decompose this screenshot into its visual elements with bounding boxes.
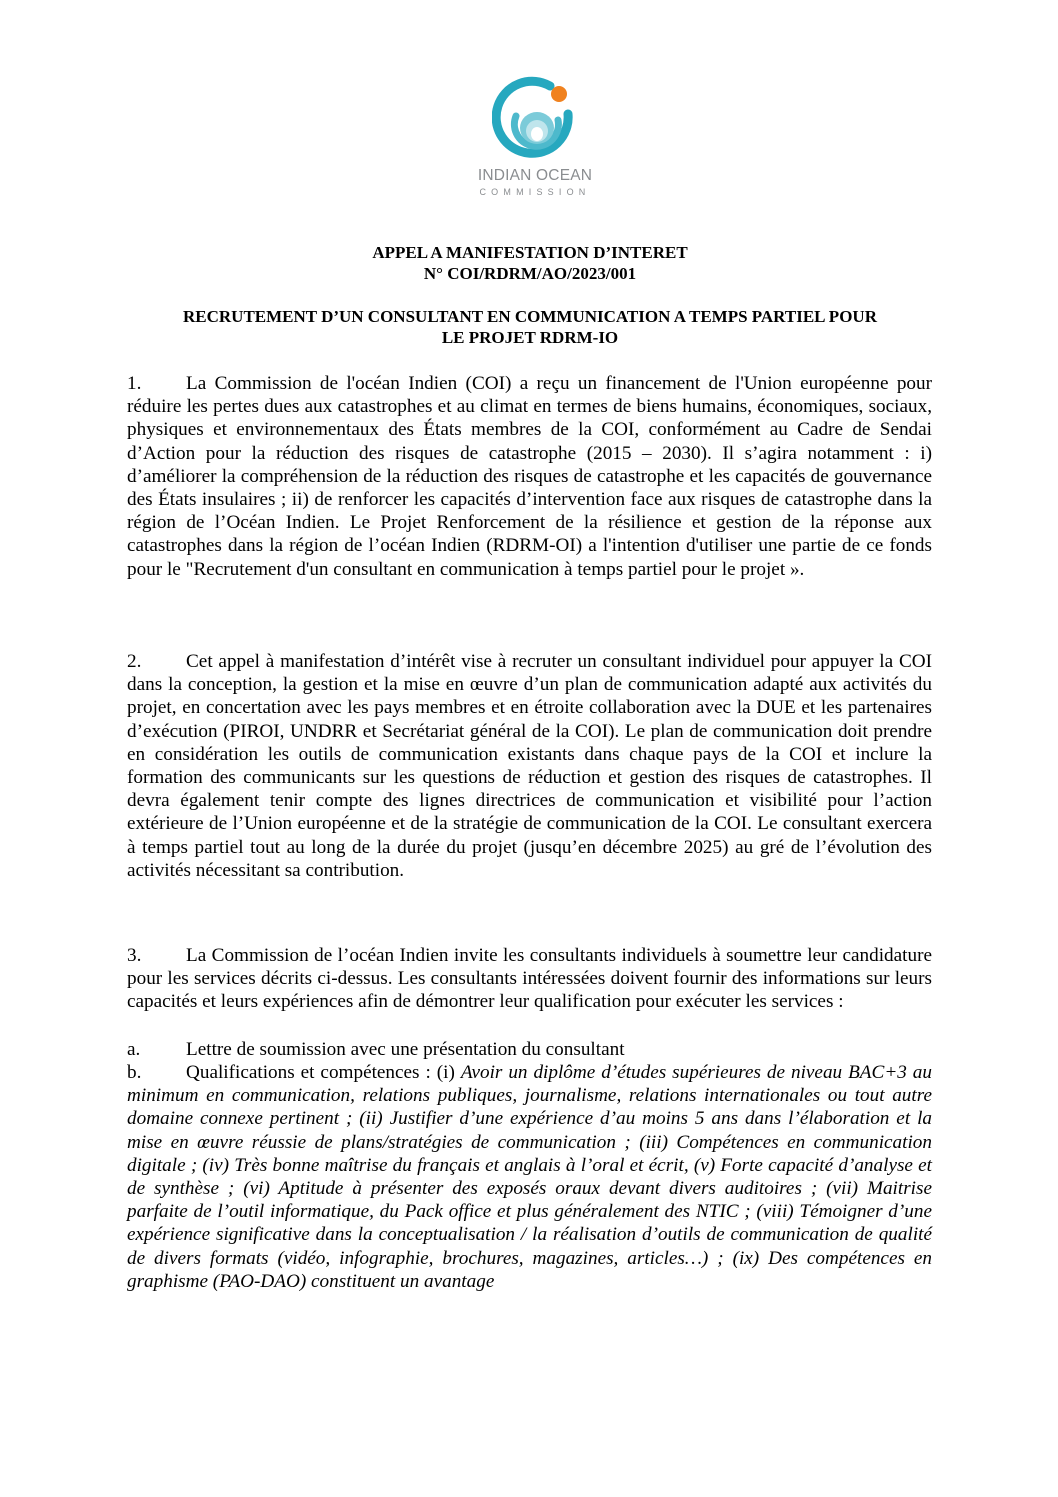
paragraph-1 — [127, 372, 932, 581]
paragraph-3 — [127, 944, 932, 1014]
indian-ocean-commission-logo — [462, 76, 608, 206]
logo-subtitle: COMMISSION — [479, 187, 591, 197]
paragraph-text: La Commission de l’océan Indien invite les consultants individuels à soumettre leur candidature pour les services décrits ci-dessus. Les consultants intéressées doivent fournir des informations sur leurs capacités et leurs expériences afin de démontrer leur qualification pour exécuter les services : — [127, 945, 932, 1013]
title-line-1: APPEL A MANIFESTATION D’INTERET — [372, 243, 688, 262]
paragraph-number: 3. — [127, 945, 142, 966]
document-title — [100, 242, 960, 284]
list-item-a — [127, 1038, 932, 1061]
paragraph-number: 2. — [127, 651, 142, 672]
subtitle-line-2: LE PROJET RDRM-IO — [441, 328, 619, 347]
document-subtitle — [100, 306, 960, 348]
subtitle-line-1: RECRUTEMENT D’UN CONSULTANT EN COMMUNICATION A TEMPS PARTIEL POUR — [183, 307, 877, 326]
paragraph-text: Cet appel à manifestation d’intérêt vise à recruter un consultant individuel pour appuyer la COI dans la conception, la gestion et la mise en œuvre d’un plan de communication adapté aux activités du projet, en concertation avec les pays membres et en étroite collaboration avec la DUE et les partenaires d’exécution (PIROI, UNDRR et Secrétariat général de la COI). Le plan de communication doit prendre en considération les outils de communication existants dans chaque pays de la COI et inclure la formation des communicants sur les questions de réduction et gestion des risques de catastrophes. Il devra également tenir compte des lignes directrices de communication et visibilité pour l’action extérieure de l’Union européenne et de la stratégie de communication de la COI. Le consultant exercera à temps partiel tout au long de la durée du projet (jusqu’en décembre 2025) au gré de l’évolution des activités nécessitant sa contribution. — [127, 651, 932, 881]
list-marker: b. — [127, 1062, 142, 1083]
qualifications-text: Avoir un diplôme d’études supérieures de niveau BAC+3 au minimum en communication, relations publiques, journalisme, relations internationales ou tout autre domaine connexe pertinent ; (ii) Justifier d’une expérience d’au moins 5 ans dans l’élaboration et la mise en œuvre réussie de plans/stratégies de communication ; (iii) Compétences en communication digitale ; (iv) Très bonne maîtrise du français et anglais à l’oral et écrit, (v) Forte capacité d’analyse et de synthèse ; (vi) Aptitude à présenter des exposés oraux devant divers auditoires ; (vii) Maitrise parfaite de l’outil informatique, du Pack office et plus généralement des NTIC ; (viii) Témoigner d’une expérience significative dans la conceptualisation / la réalisation d’outils de communication de qualité de divers formats (vidéo, infographie, brochures, magazines, articles…) ; (ix) Des compétences en graphisme (PAO-DAO) constituent un avantage — [127, 1062, 932, 1292]
paragraph-2 — [127, 650, 932, 882]
reference-number: N° COI/RDRM/AO/2023/001 — [423, 264, 637, 283]
paragraph-text: La Commission de l'océan Indien (COI) a reçu un financement de l'Union européenne pour réduire les pertes dues aux catastrophes et au climat en termes de biens humains, économiques, sociaux, physiques et environnementaux des États membres de la COI, conformément au Cadre de Sendai d’Action pour la réduction des risques de catastrophe (2015 – 2030). Il s’agira notamment : i) d’améliorer la compréhension de la réduction des risques de catastrophe et les capacités de gouvernance des États insulaires ; ii) de renforcer les capacités d’intervention face aux risques de catastrophe dans la région de l’Océan Indien. Le Projet Renforcement de la résilience et gestion de la réponse aux catastrophes dans la région de l’océan Indien (RDRM-OI) a l'intention d'utiliser une partie de ce fonds pour le "Recrutement d'un consultant en communication à temps partiel pour le projet ». — [127, 373, 932, 580]
list-marker: a. — [127, 1039, 141, 1060]
paragraph-number: 1. — [127, 373, 142, 394]
logo-emblem-icon — [492, 76, 578, 162]
list-item-lead: Qualifications et compétences : (i) — [186, 1062, 461, 1083]
list-item-b — [127, 1061, 932, 1293]
logo-title: INDIAN OCEAN — [477, 167, 593, 184]
list-item-text: Lettre de soumission avec une présentation du consultant — [186, 1039, 625, 1060]
